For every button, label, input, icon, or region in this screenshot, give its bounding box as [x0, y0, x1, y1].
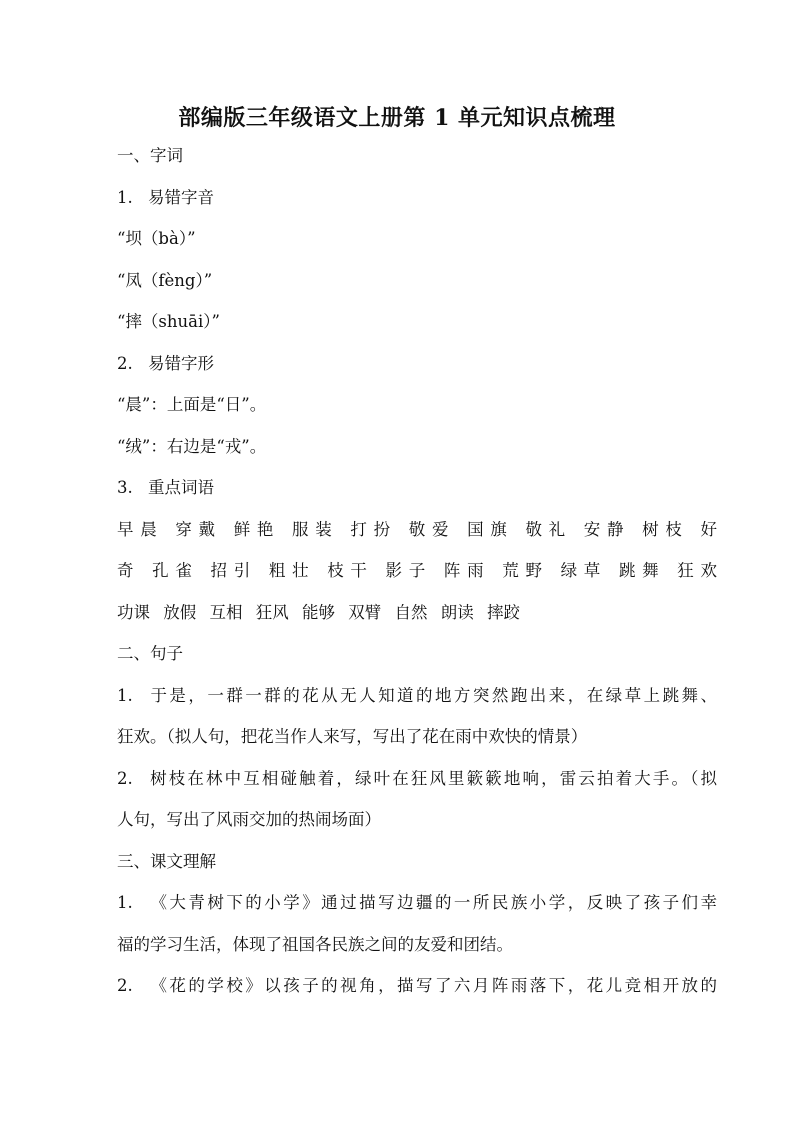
zixing-item: “绒”：右边是“戎”。 [117, 436, 267, 456]
item-text: 《大青树下的小学》通过描写边疆的一所民族小学，反映了孩子们幸 [148, 893, 717, 912]
sentence-item-continuation: 人句，写出了风雨交加的热闹场面） [117, 810, 381, 829]
subheading-text: 重点词语 [148, 478, 214, 497]
kewen-item-line [117, 891, 717, 915]
subheading-zhongdian-ciyu [117, 476, 717, 500]
item-number: 2. [117, 768, 133, 788]
subheading-text: 易错字形 [148, 353, 214, 373]
document-title: 部编版三年级语文上册第 1 单元知识点梳理 [178, 105, 616, 131]
sentence-item-line [117, 767, 717, 791]
sentence-item-continuation: 狂欢。（拟人句，把花当作人来写，写出了花在雨中欢快的情景） [117, 727, 588, 746]
ziyin-item: “凤（fèng）” [117, 270, 213, 290]
item-number: 2. [117, 976, 133, 995]
subheading-number: 1. [117, 187, 133, 207]
item-text: 于是，一群一群的花从无人知道的地方突然跑出来，在绿草上跳舞、 [148, 685, 717, 705]
item-text: 《花的学校》以孩子的视角，描写了六月阵雨落下，花儿竞相开放的 [148, 976, 717, 995]
kewen-item-line [117, 974, 717, 998]
document-body [117, 144, 717, 1016]
item-number: 1. [117, 685, 133, 705]
ciyu-line: 奇 孔雀 招引 粗壮 枝干 影子 阵雨 荒野 绿草 跳舞 狂欢 [117, 561, 717, 580]
subheading-number: 3. [117, 478, 133, 497]
subheading-number: 2. [117, 353, 133, 373]
subheading-yicuo-zixing [117, 352, 717, 376]
section-heading-zici: 一、字词 [117, 146, 183, 165]
ciyu-line: 早晨 穿戴 鲜艳 服装 打扮 敬爱 国旗 敬礼 安静 树枝 好 [117, 519, 717, 539]
ziyin-item: “摔（shuāi）” [117, 312, 220, 331]
item-number: 1. [117, 893, 133, 912]
zixing-item: “晨”：上面是“日”。 [117, 395, 267, 414]
section-heading-kewen: 三、课文理解 [117, 851, 216, 871]
sentence-item-line [117, 684, 717, 708]
subheading-yicuo-ziyin [117, 186, 717, 210]
kewen-item-continuation: 福的学习生活，体现了祖国各民族之间的友爱和团结。 [117, 934, 513, 954]
item-text: 树枝在林中互相碰触着，绿叶在狂风里簌簌地响，雷云拍着大手。（拟 [148, 768, 717, 788]
subheading-text: 易错字音 [148, 187, 214, 207]
ziyin-item: “坝（bà）” [117, 229, 196, 248]
ciyu-line: 功课 放假 互相 狂风 能够 双臂 自然 朗读 摔跤 [117, 602, 520, 622]
section-heading-juzi: 二、句子 [117, 644, 183, 663]
